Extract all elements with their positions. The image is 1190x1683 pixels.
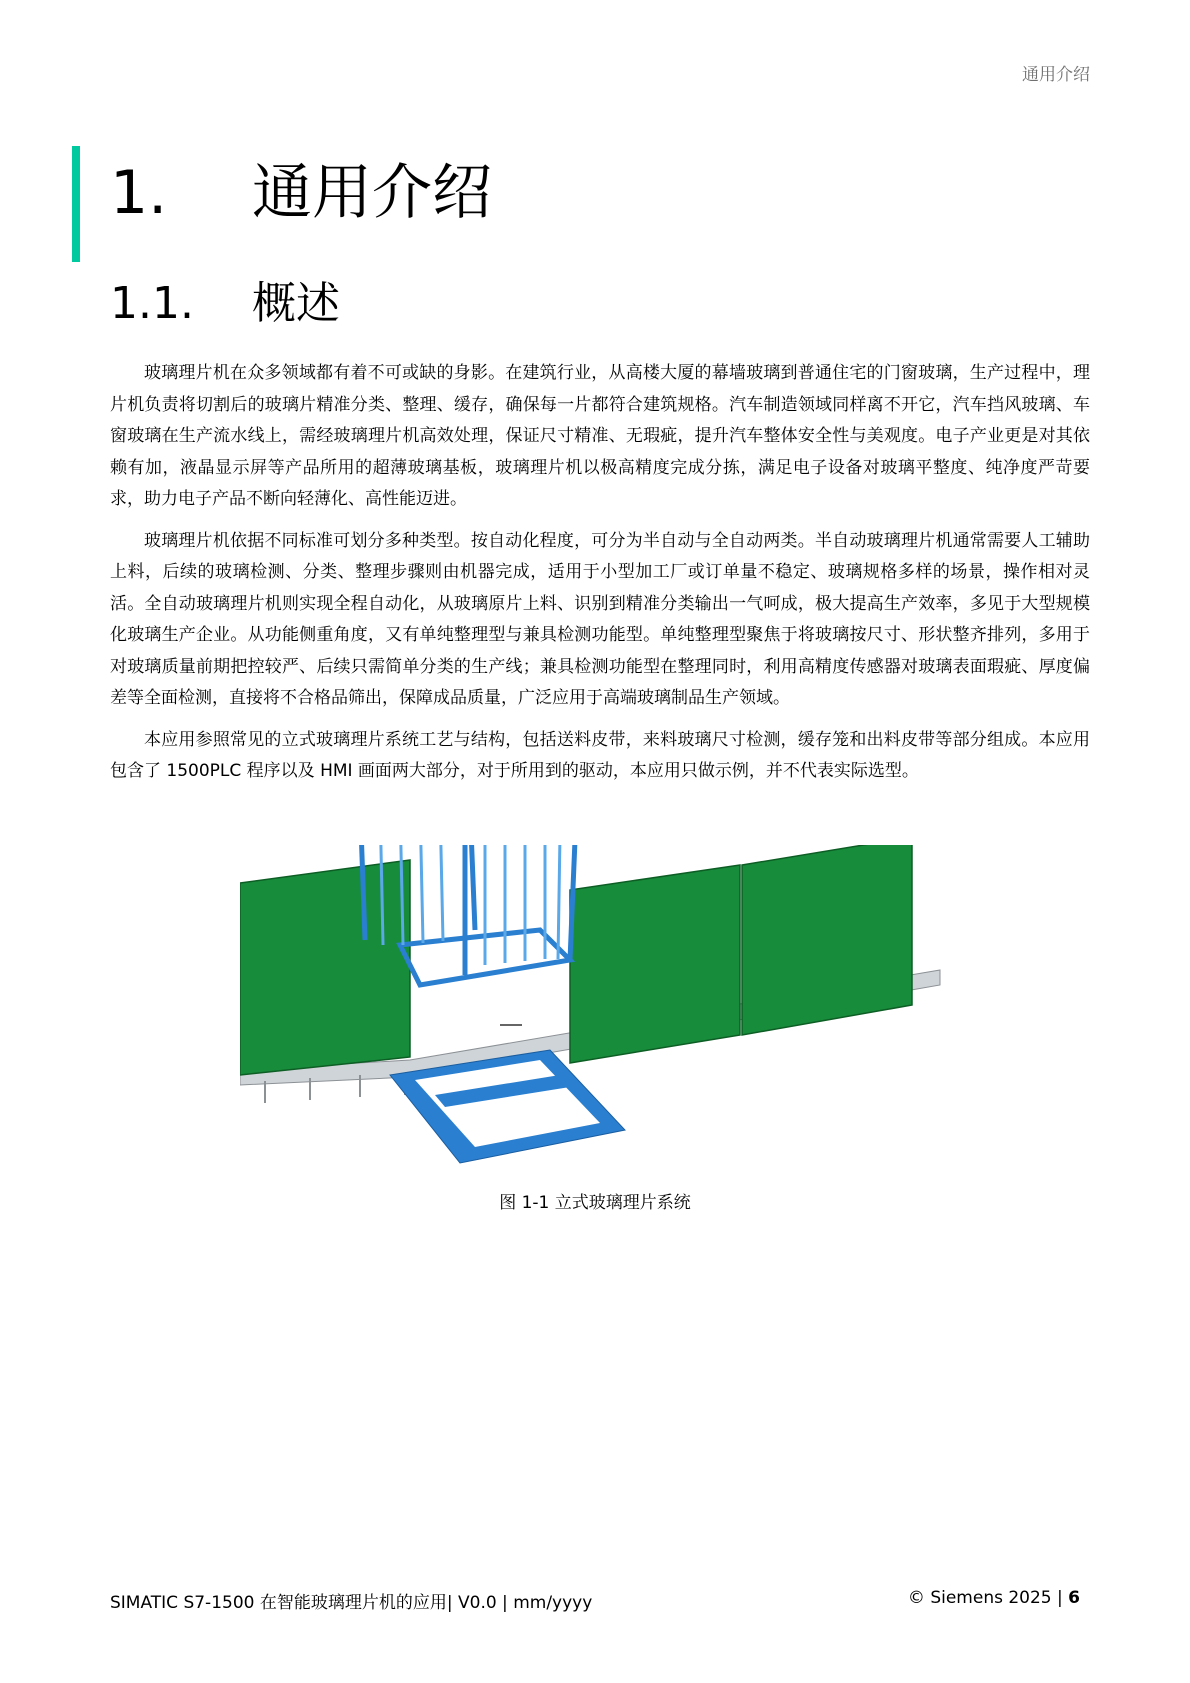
footer-document-title: SIMATIC S7-1500 在智能玻璃理片机的应用| V0.0 | mm/yyyy <box>110 1593 593 1613</box>
body-text <box>110 358 1090 798</box>
glass-sorting-system-illustration <box>240 845 1000 1175</box>
page-number: 6 <box>1068 1588 1080 1608</box>
chapter-title: 通用介绍 <box>252 158 492 228</box>
section-heading <box>110 280 340 328</box>
paragraph-1: 玻璃理片机在众多领域都有着不可或缺的身影。在建筑行业，从高楼大厦的幕墙玻璃到普通住宅的门窗玻璃，生产过程中，理片机负责将切割后的玻璃片精准分类、整理、缓存，确保每一片都符合建筑规格。汽车制造领域同样离不开它，汽车挡风玻璃、车窗玻璃在生产流水线上，需经玻璃理片机高效处理，保证尺寸精准、无瑕疵，提升汽车整体安全性与美观度。电子产业更是对其依赖有加，液晶显示屏等产品所用的超薄玻璃基板，玻璃理片机以极高精度完成分拣，满足电子设备对玻璃平整度、纯净度严苛要求，助力电子产品不断向轻薄化、高性能迈进。 <box>110 363 1090 509</box>
running-header: 通用介绍 <box>1022 65 1090 85</box>
section-number: 1.1. <box>110 278 194 329</box>
heading-accent-bar <box>72 146 80 262</box>
glass-sorting-system-figure <box>240 845 1000 1175</box>
footer-copyright <box>908 1588 1080 1608</box>
paragraph-3: 本应用参照常见的立式玻璃理片系统工艺与结构，包括送料皮带，来料玻璃尺寸检测，缓存笼和出料皮带等部分组成。本应用包含了 1500PLC 程序以及 HMI 画面两大部分，对于所用到的驱动，本应用只做示例，并不代表实际选型。 <box>110 729 1090 781</box>
chapter-number: 1. <box>110 158 168 228</box>
section-title: 概述 <box>252 278 340 329</box>
figure-caption: 图 1-1 立式玻璃理片系统 <box>499 1193 691 1213</box>
copyright-text: © Siemens 2025 | <box>907 1588 1069 1608</box>
chapter-heading <box>110 160 492 226</box>
paragraph-2: 玻璃理片机依据不同标准可划分多种类型。按自动化程度，可分为半自动与全自动两类。半自动玻璃理片机通常需要人工辅助上料，后续的玻璃检测、分类、整理步骤则由机器完成，适用于小型加工厂或订单量不稳定、玻璃规格多样的场景，操作相对灵活。全自动玻璃理片机则实现全程自动化，从玻璃原片上料、识别到精准分类输出一气呵成，极大提高生产效率，多见于大型规模化玻璃生产企业。从功能侧重角度，又有单纯整理型与兼具检测功能型。单纯整理型聚焦于将玻璃按尺寸、形状整齐排列，多用于对玻璃质量前期把控较严、后续只需简单分类的生产线；兼具检测功能型在整理同时，利用高精度传感器对玻璃表面瑕疵、厚度偏差等全面检测，直接将不合格品筛出，保障成品质量，广泛应用于高端玻璃制品生产领域。 <box>110 530 1090 708</box>
